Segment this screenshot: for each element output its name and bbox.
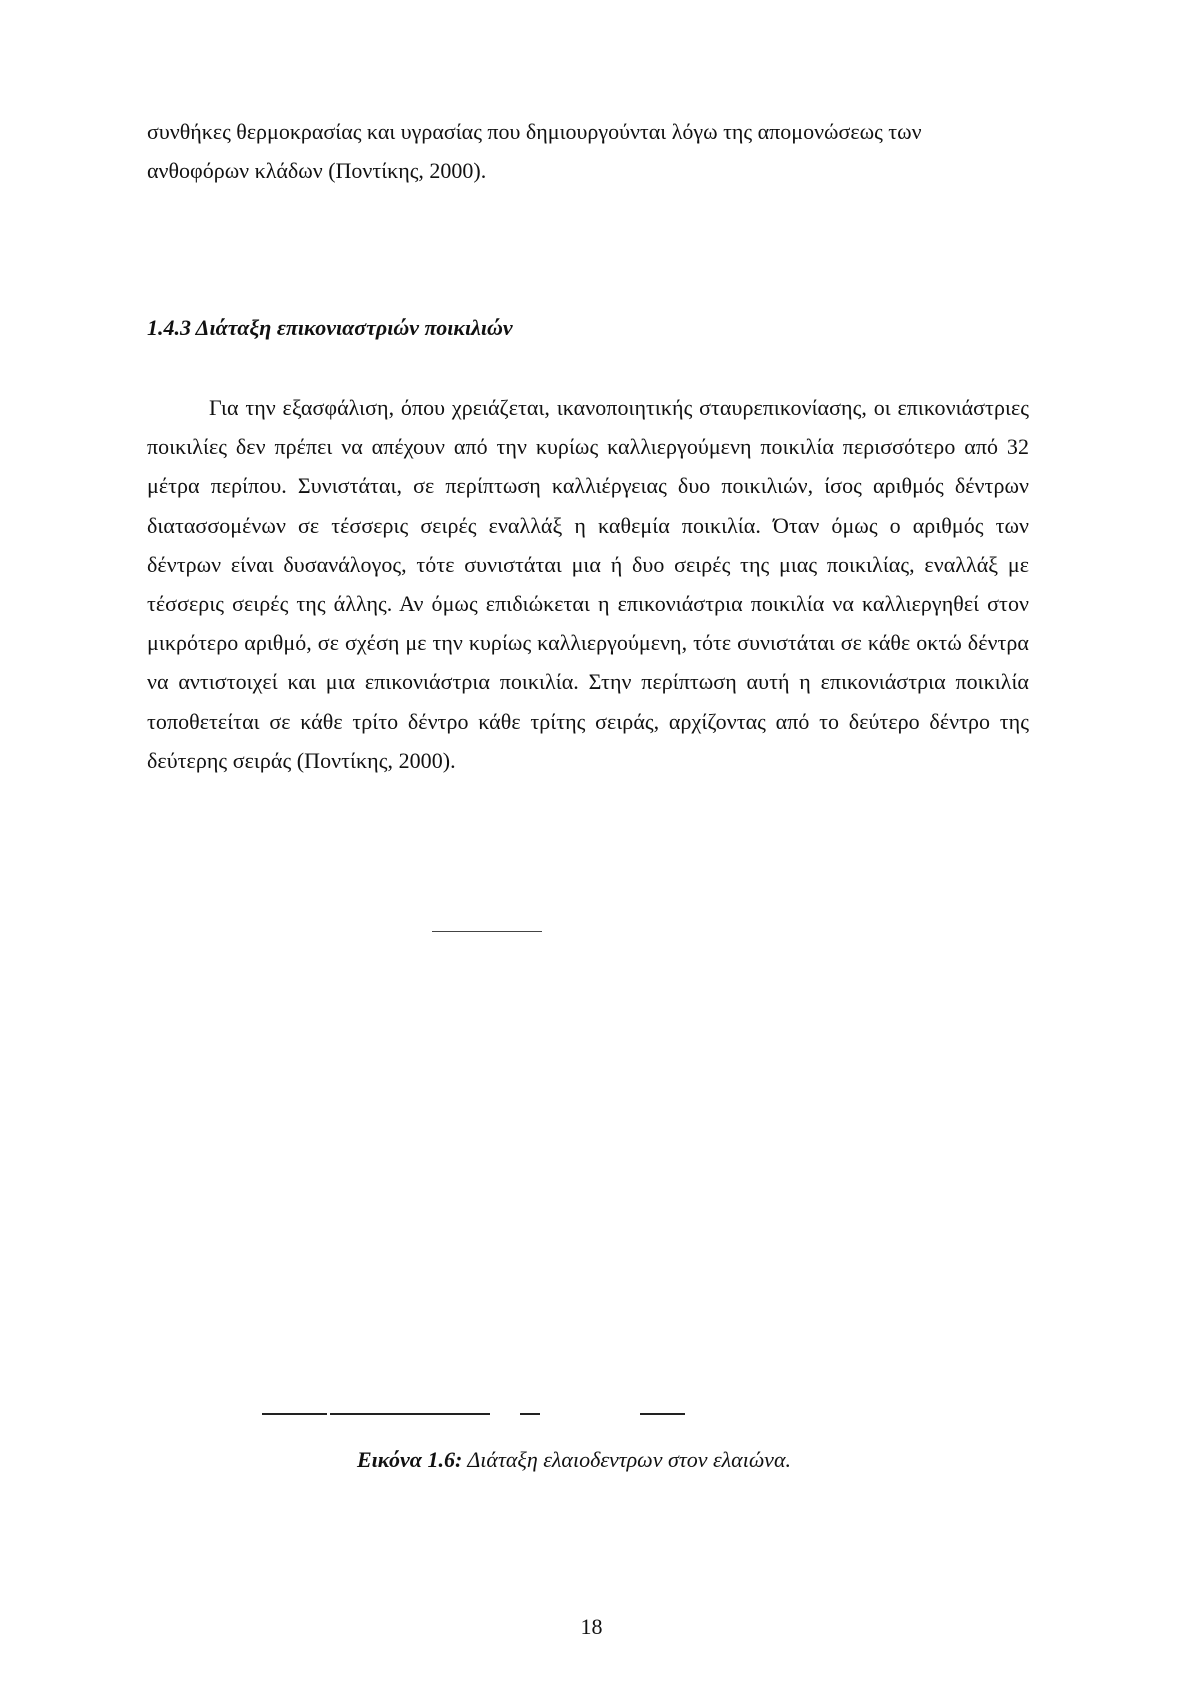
body-paragraph: Για την εξασφάλιση, όπου χρειάζεται, ικανοποιητικής σταυρεπικονίασης, οι επικονιάστριες ποικιλίες δεν πρέπει να απέχουν από την κυρίως καλλιεργούμενη ποικιλία περισσότερο από 32 μέτρα περίπου. Συνιστάται, σε περίπτωση καλλιέργειας δυο ποικιλιών, ίσος αριθμός δέντρων διατασσομένων σε τέσσερις σειρές εναλλάξ η καθεμία ποικιλία. Όταν όμως ο αριθμός των δέντρων είναι δυσανάλογος, τότε συνιστάται μια ή δυο σειρές της μιας ποικιλίας, εναλλάξ με τέσσερις σειρές της άλλης. Αν όμως επιδιώκεται η επικονιάστρια ποικιλία να καλλιεργηθεί στον μικρότερο αριθμό, σε σχέση με την κυρίως καλλιεργούμενη, τότε συνιστάται σε κάθε οκτώ δέντρα να αντιστοιχεί και μια επικονιάστρια ποικιλία. Στην περίπτωση αυτή η επικονιάστρια ποικιλία τοποθετείται σε κάθε τρίτο δέντρο κάθε τρίτης σειράς, αρχίζοντας από το δεύτερο δέντρο της δεύτερης σειράς (Ποντίκης, 2000). xyxy=(147,395,1029,773)
page-number: 18 xyxy=(580,1614,603,1639)
separator-line xyxy=(432,931,542,932)
figure-caption-label: Εικόνα 1.6: xyxy=(357,1447,463,1472)
section-heading: 1.4.3 Διάταξη επικονιαστριών ποικιλιών xyxy=(147,315,513,340)
figure-caption-text: Διάταξη ελαιοδεντρων στον ελαιώνα. xyxy=(462,1447,791,1472)
intro-paragraph: συνθήκες θερμοκρασίας και υγρασίας που δημιουργούνται λόγω της απομονώσεως των ανθοφόρων κλάδων (Ποντίκης, 2000). xyxy=(147,119,922,183)
figure-line-segment xyxy=(262,1413,327,1415)
figure-line-segment xyxy=(520,1413,540,1415)
figure-line-segment xyxy=(640,1413,685,1415)
figure-line-segment xyxy=(330,1413,490,1415)
figure-caption xyxy=(357,1445,791,1475)
